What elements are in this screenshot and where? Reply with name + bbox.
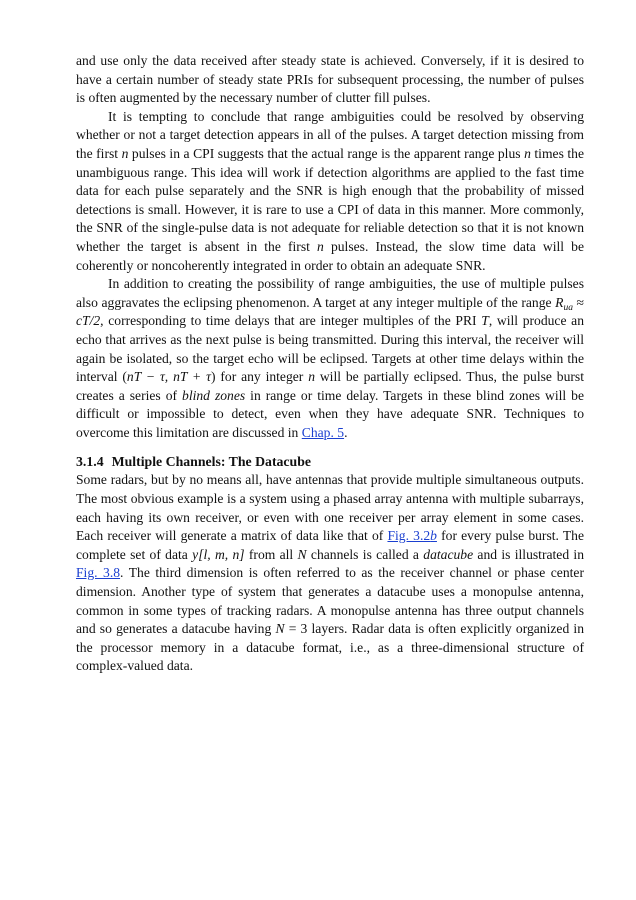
paragraph-3 [76,275,584,442]
math-N: N [275,621,285,637]
section-number: 3.1.4 [76,454,104,470]
text-run: and use only the data received after steady state is achieved. Conversely, if it is desired to have a certain number of steady state PRIs for subsequent processing, the number of pulses is often augmented by the necessary number of clutter fill pulses. [76,53,584,106]
math-expression: cT/2 [76,313,101,329]
text-run: . The third dimension is often referred to as the receiver channel or phase center dimension. Another type of system that generates a datacube uses a monopulse antenna, common in some types of tracking radars. A monopulse antenna has three output channels and so generates a datacube having [76,565,584,637]
math-pri-symbol: T [481,313,489,329]
text-run: from all [244,546,298,562]
link-text: Fig. 3.2 [387,528,431,544]
text-run: for every pulse burst. The complete set of data [76,528,584,562]
text-run: In addition to creating the possibility of range ambiguities, the use of multiple pulses also aggravates the eclipsing phenomenon. A target at any integer multiple of the range [76,276,584,310]
text-run: , corresponding to time delays that are integer multiples of the PRI [100,313,482,329]
paragraph-1 [76,52,584,108]
math-n: n [121,145,129,161]
text-run: in range or time delay. Targets in these blind zones will be difficult or impossible to detect, even when they have adequate SNR. Techniques to overcome this limitation are discussed in [76,387,584,440]
link-text-italic: b [430,528,437,544]
emphasis-blind-zones: blind zones [182,387,246,403]
math-subscript: ua [563,302,573,313]
text-run: Some radars, but by no means all, have antennas that provide multiple simultaneous outputs. The most obvious example is a system using a phased array antenna with multiple subarrays, each having its own receiver, or even with one receiver per array element in some cases. Each receiver will generate a matrix of data like that of [76,472,584,544]
text-run: It is tempting to conclude that range ambiguities could be resolved by observing whether or not a target detection appears in all of the pulses. A target detection missing from the first [76,108,584,161]
math-range-symbol: R [555,294,564,310]
math-n: n [524,145,531,161]
text-run: , will produce an echo that arrives as the next pulse is being transmitted. During this interval, the receiver will again be isolated, so the target echo will be eclipsed. Targets at other time delays within the interval ( [76,313,584,385]
math-interval: nT − τ, nT + τ [126,369,211,385]
text-run: ≈ [572,294,584,310]
text-run: times the unambiguous range. This idea will work if detection algorithms are applied to the fast time data for each pulse separately and the SNR is high enough that the probability of missed detections is small. However, it is rare to use a CPI of data in this manner. More commonly, the SNR of the single-pulse data is not adequate for reliable detection so that it is not known whether the target is absent in the first [76,145,584,254]
text-run: . [344,424,348,440]
paragraph-4 [76,471,584,676]
paragraph-2 [76,108,584,275]
text-run: and is illustrated in [473,546,584,562]
emphasis-datacube: datacube [423,546,474,562]
chapter-5-link[interactable]: Chap. 5 [301,424,345,440]
math-n: n [317,238,324,254]
math-y: y [192,546,199,562]
fig-3-8-link[interactable]: Fig. 3.8 [76,565,121,581]
body-text [76,52,584,676]
text-run: pulses in a CPI suggests that the actual range is the apparent range plus [128,145,525,161]
fig-3-2b-link[interactable] [387,528,436,543]
math-n: n [308,369,315,385]
section-title: Multiple Channels: The Datacube [111,454,312,470]
text-run: will be partially eclipsed. Thus, the pulse burst creates a series of [76,369,584,403]
text-run: ) for any integer [210,369,309,385]
text-run: channels is called a [306,546,424,562]
text-run: = 3 layers. Radar data is often explicitly organized in the processor memory in a datacube format, i.e., as a three-dimensional structure of complex-valued data. [76,621,584,674]
math-N: N [297,546,307,562]
text-run: pulses. Instead, the slow time data will be coherently or noncoherently integrated in order to obtain an adequate SNR. [76,238,584,273]
section-heading [76,452,584,471]
math-indices: [l, m, n] [198,546,245,562]
